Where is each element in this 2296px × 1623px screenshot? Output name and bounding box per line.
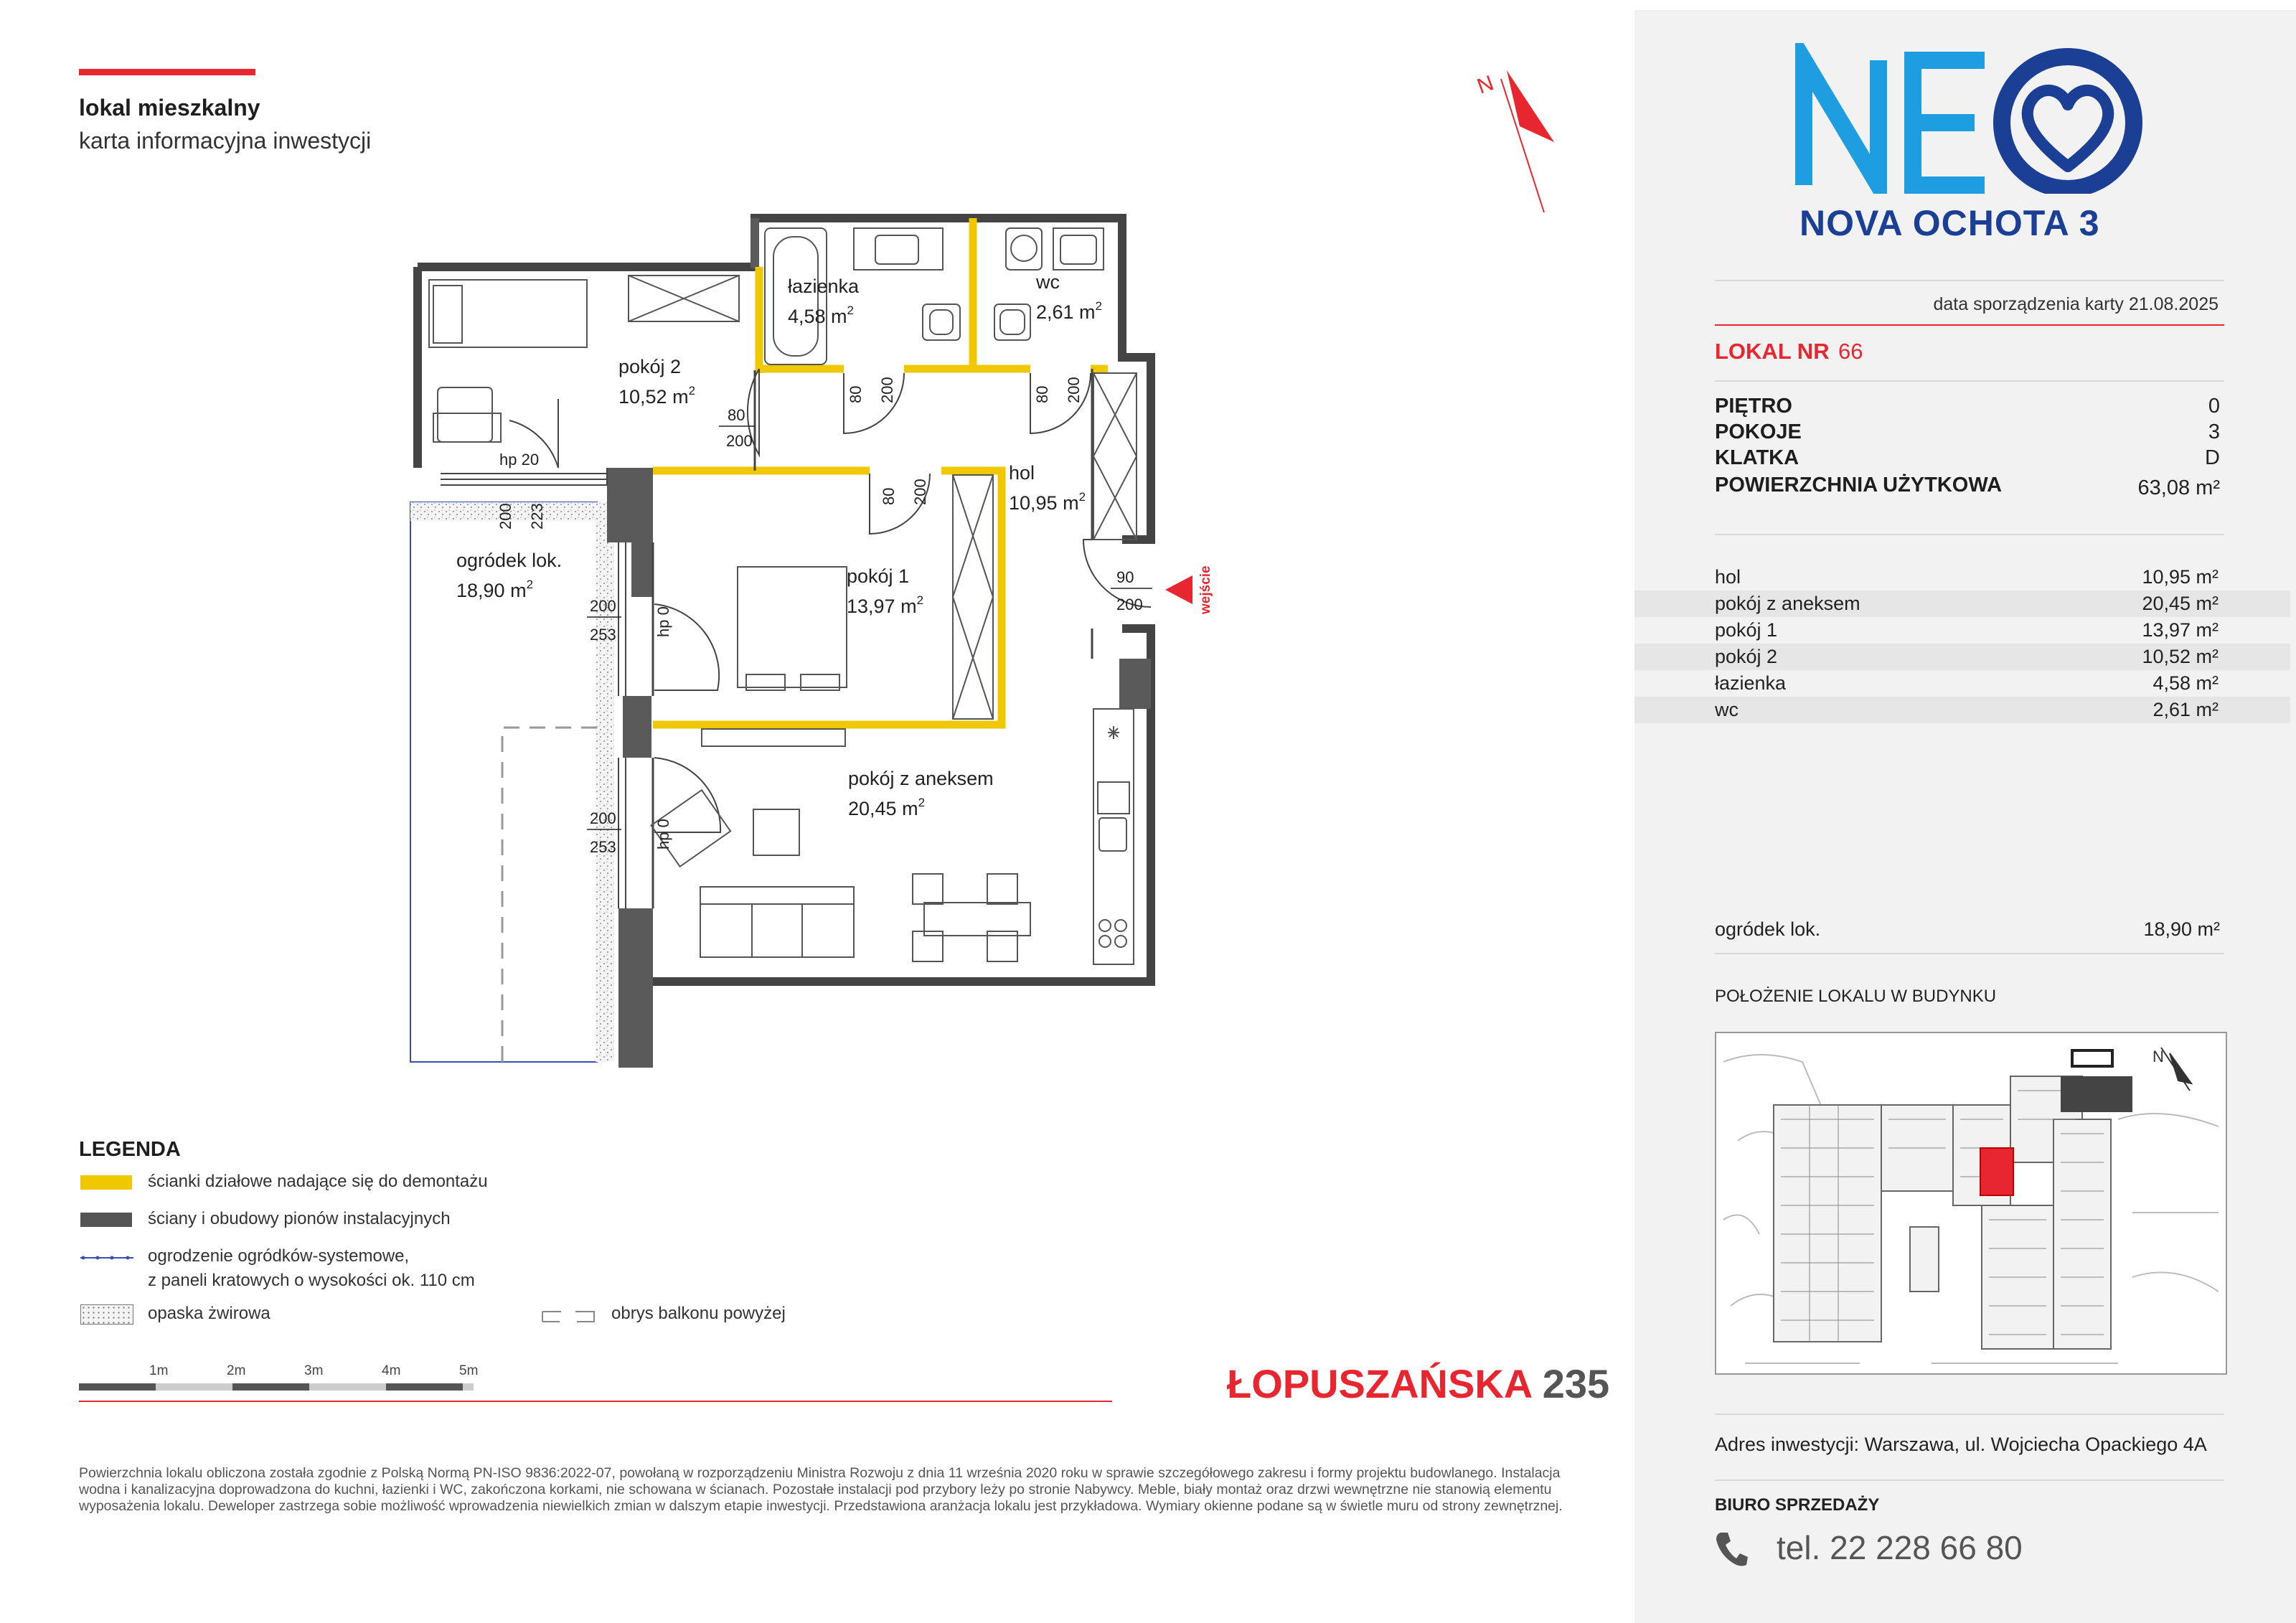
room-area-lazienka: 4,58 $m^2$ xyxy=(788,304,855,327)
room-label-wc: wc xyxy=(1036,271,1060,293)
site-north-icon xyxy=(2152,1048,2191,1091)
info-value-floor: 0 xyxy=(2208,395,2220,418)
room-label-pokoj2: pokój 2 xyxy=(618,356,682,377)
legend-item-installation: ściany i obudowy pionów instalacyjnych xyxy=(148,1209,451,1228)
unit-highlight xyxy=(1980,1148,2013,1195)
info-value-staircase: D xyxy=(2205,446,2220,469)
room-area-ogrodek: 18,90 $m^2$ xyxy=(456,578,534,601)
legend-swatch-balcony xyxy=(541,1309,596,1325)
room-label-pokoj1: pokój 1 xyxy=(847,565,910,587)
divider xyxy=(1715,953,2224,954)
header-title: lokal mieszkalny xyxy=(79,95,260,121)
room-name: łazienka xyxy=(1715,672,1787,694)
dim-label: 80 xyxy=(1033,385,1051,403)
divider-red xyxy=(1715,324,2224,326)
room-label-ogrodek: ogródek lok. xyxy=(456,550,563,571)
scale-label: 1m xyxy=(149,1363,169,1378)
dim-label: 200 xyxy=(911,479,929,505)
legend-swatch-gravel xyxy=(80,1304,133,1325)
room-row xyxy=(1634,697,2290,723)
logo-subtitle: NOVA OCHOTA 3 xyxy=(1799,203,2100,243)
room-row xyxy=(1634,564,2290,591)
location-title: POŁOŻENIE LOKALU W BUDYNKU xyxy=(1715,987,1997,1006)
divider xyxy=(1715,280,2224,281)
room-area-pokoj1: 13,97 $m^2$ xyxy=(847,593,924,617)
legend-item-gravel: opaska żwirowa xyxy=(148,1304,270,1323)
lokal-label: LOKAL NR xyxy=(1715,339,1830,364)
scale-label: 3m xyxy=(304,1363,324,1378)
divider xyxy=(1715,534,2224,535)
divider xyxy=(1715,380,2224,382)
scale-label: 5m xyxy=(459,1363,479,1378)
room-label-salon: pokój z aneksem xyxy=(848,768,994,789)
room-area: 10,95 m² xyxy=(2142,566,2219,588)
legend-swatch-installation xyxy=(80,1213,132,1227)
room-area-wc: 2,61 $m^2$ xyxy=(1036,299,1103,323)
dim-label: 80 xyxy=(728,406,745,424)
info-key-staircase: KLATKA xyxy=(1715,446,1799,469)
legend-title: LEGENDA xyxy=(79,1138,181,1161)
scale-label: 2m xyxy=(227,1363,246,1378)
room-area: 20,45 m² xyxy=(2142,593,2219,614)
svg-text:N: N xyxy=(2152,1048,2164,1065)
dim-label: 253 xyxy=(590,626,616,644)
room-row xyxy=(1634,644,2290,670)
site-plan xyxy=(1715,1032,2227,1375)
dim-label: 200 xyxy=(726,432,753,450)
legend-item-fence: ogrodzenie ogródków-systemowe, xyxy=(148,1246,410,1266)
room-area-pokoj2: 10,52 $m^2$ xyxy=(618,384,696,408)
dim-label: 200 xyxy=(1116,596,1143,613)
dim-label: 90 xyxy=(1116,568,1134,586)
dim-label: hp 0 xyxy=(654,606,672,637)
room-row xyxy=(1634,591,2290,617)
room-area: 10,52 m² xyxy=(2142,646,2219,667)
info-value-area: 63,08 m² xyxy=(2137,476,2220,499)
lokal-number: 66 xyxy=(1838,339,1863,364)
dim-label: hp 0 xyxy=(654,819,672,850)
legend-swatch-demountable xyxy=(80,1175,132,1190)
dim-label: 200 xyxy=(1065,377,1083,403)
room-label-lazienka: łazienka xyxy=(788,276,860,297)
divider xyxy=(1715,1479,2224,1481)
room-area: 13,97 m² xyxy=(2142,619,2219,641)
room-name: wc xyxy=(1715,699,1739,720)
dim-label: 80 xyxy=(880,487,898,505)
entrance-marker xyxy=(1165,565,1213,615)
floor-plan xyxy=(0,0,1629,1119)
street-number: 235 xyxy=(1542,1361,1610,1406)
dim-label: 200 xyxy=(497,503,514,530)
room-name: pokój 2 xyxy=(1715,646,1778,667)
info-key-area: POWIERZCHNIA UŻYTKOWA xyxy=(1715,474,2003,497)
room-area: 4,58 m² xyxy=(2152,672,2219,694)
dim-label: 200 xyxy=(590,597,616,615)
room-area-salon: 20,45 $m^2$ xyxy=(848,796,926,819)
north-label: N xyxy=(1474,71,1497,99)
card-date: data sporządzenia karty 21.08.2025 xyxy=(1933,294,2219,314)
street-name: ŁOPUSZAŃSKA 235 xyxy=(1227,1361,1610,1406)
phone-number[interactable]: tel. 22 228 66 80 xyxy=(1777,1529,2023,1566)
room-label-hol: hol xyxy=(1009,462,1035,484)
info-key-floor: PIĘTRO xyxy=(1715,395,1792,418)
info-key-rooms: POKOJE xyxy=(1715,420,1802,443)
room-area-hol: 10,95 $m^2$ xyxy=(1009,490,1086,514)
legend-item-balcony: obrys balkonu powyżej xyxy=(611,1304,786,1323)
garden-area-value: 18,90 m² xyxy=(2143,918,2220,940)
legend-item-fence-detail: z paneli kratowych o wysokości ok. 110 cm xyxy=(148,1271,475,1290)
garden-name: ogródek lok. xyxy=(1715,918,1821,940)
entrance-label: wejście xyxy=(1198,565,1213,614)
divider-red xyxy=(79,1401,1112,1402)
divider xyxy=(1715,1413,2224,1415)
heart-icon xyxy=(2028,90,2109,166)
dim-label: hp 20 xyxy=(499,451,540,469)
scale-label: 4m xyxy=(382,1363,401,1378)
dim-label: 200 xyxy=(878,377,896,403)
phone-icon xyxy=(1715,1531,1748,1567)
room-name: pokój 1 xyxy=(1715,619,1778,641)
footnote: Powierzchnia lokalu obliczona została zgodnie z Polską Normą PN-ISO 9836:2022-07, powołaną w rozporządzeniu Ministra Rozwoju z dnia 11 września 2020 roku w sprawie szczegółowego zakresu i formy projektu budowlanego. Instalacja wodna i kanalizacyjna doprowadzona do kuchni, łazienki i WC, zakończona korkami, nie schowana w ścianach. Pozostałe instalacji pod przybory leży po stronie Nabywcy. Meble, biały montaż oraz drzwi wewnętrzne nie stanowią elementu wyposażenia lokalu. Deweloper zastrzega sobie możliwość wprowadzenia niewielkich zmian w dalszym etapie inwestycji. Przedstawiona aranżacja lokalu jest przykładowa. Wymiary okienne podane są w świetle muru od strony zewnętrznej. xyxy=(79,1465,1563,1514)
header-subtitle: karta informacyjna inwestycji xyxy=(79,128,372,154)
sales-office-label: BIURO SPRZEDAŻY xyxy=(1715,1495,1880,1515)
legend-swatch-fence xyxy=(80,1254,133,1261)
dim-label: 200 xyxy=(590,809,616,827)
neo-logo xyxy=(1794,43,2152,194)
room-row xyxy=(1634,617,2290,644)
info-panel xyxy=(1634,10,2296,1623)
dim-label: 223 xyxy=(528,503,546,530)
dim-label: 253 xyxy=(590,838,616,856)
room-name: hol xyxy=(1715,566,1741,588)
investment-address: Adres inwestycji: Warszawa, ul. Wojciecha Opackiego 4A xyxy=(1715,1434,2207,1455)
north-arrow-icon xyxy=(1474,70,1554,212)
room-area: 2,61 m² xyxy=(2152,699,2219,720)
info-value-rooms: 3 xyxy=(2208,420,2220,443)
room-row xyxy=(1634,670,2290,697)
room-name: pokój z aneksem xyxy=(1715,593,1860,614)
scale-bar xyxy=(79,1383,474,1391)
dim-label: 80 xyxy=(847,385,865,403)
legend-item-demountable: ścianki działowe nadające się do demontażu xyxy=(148,1172,488,1191)
